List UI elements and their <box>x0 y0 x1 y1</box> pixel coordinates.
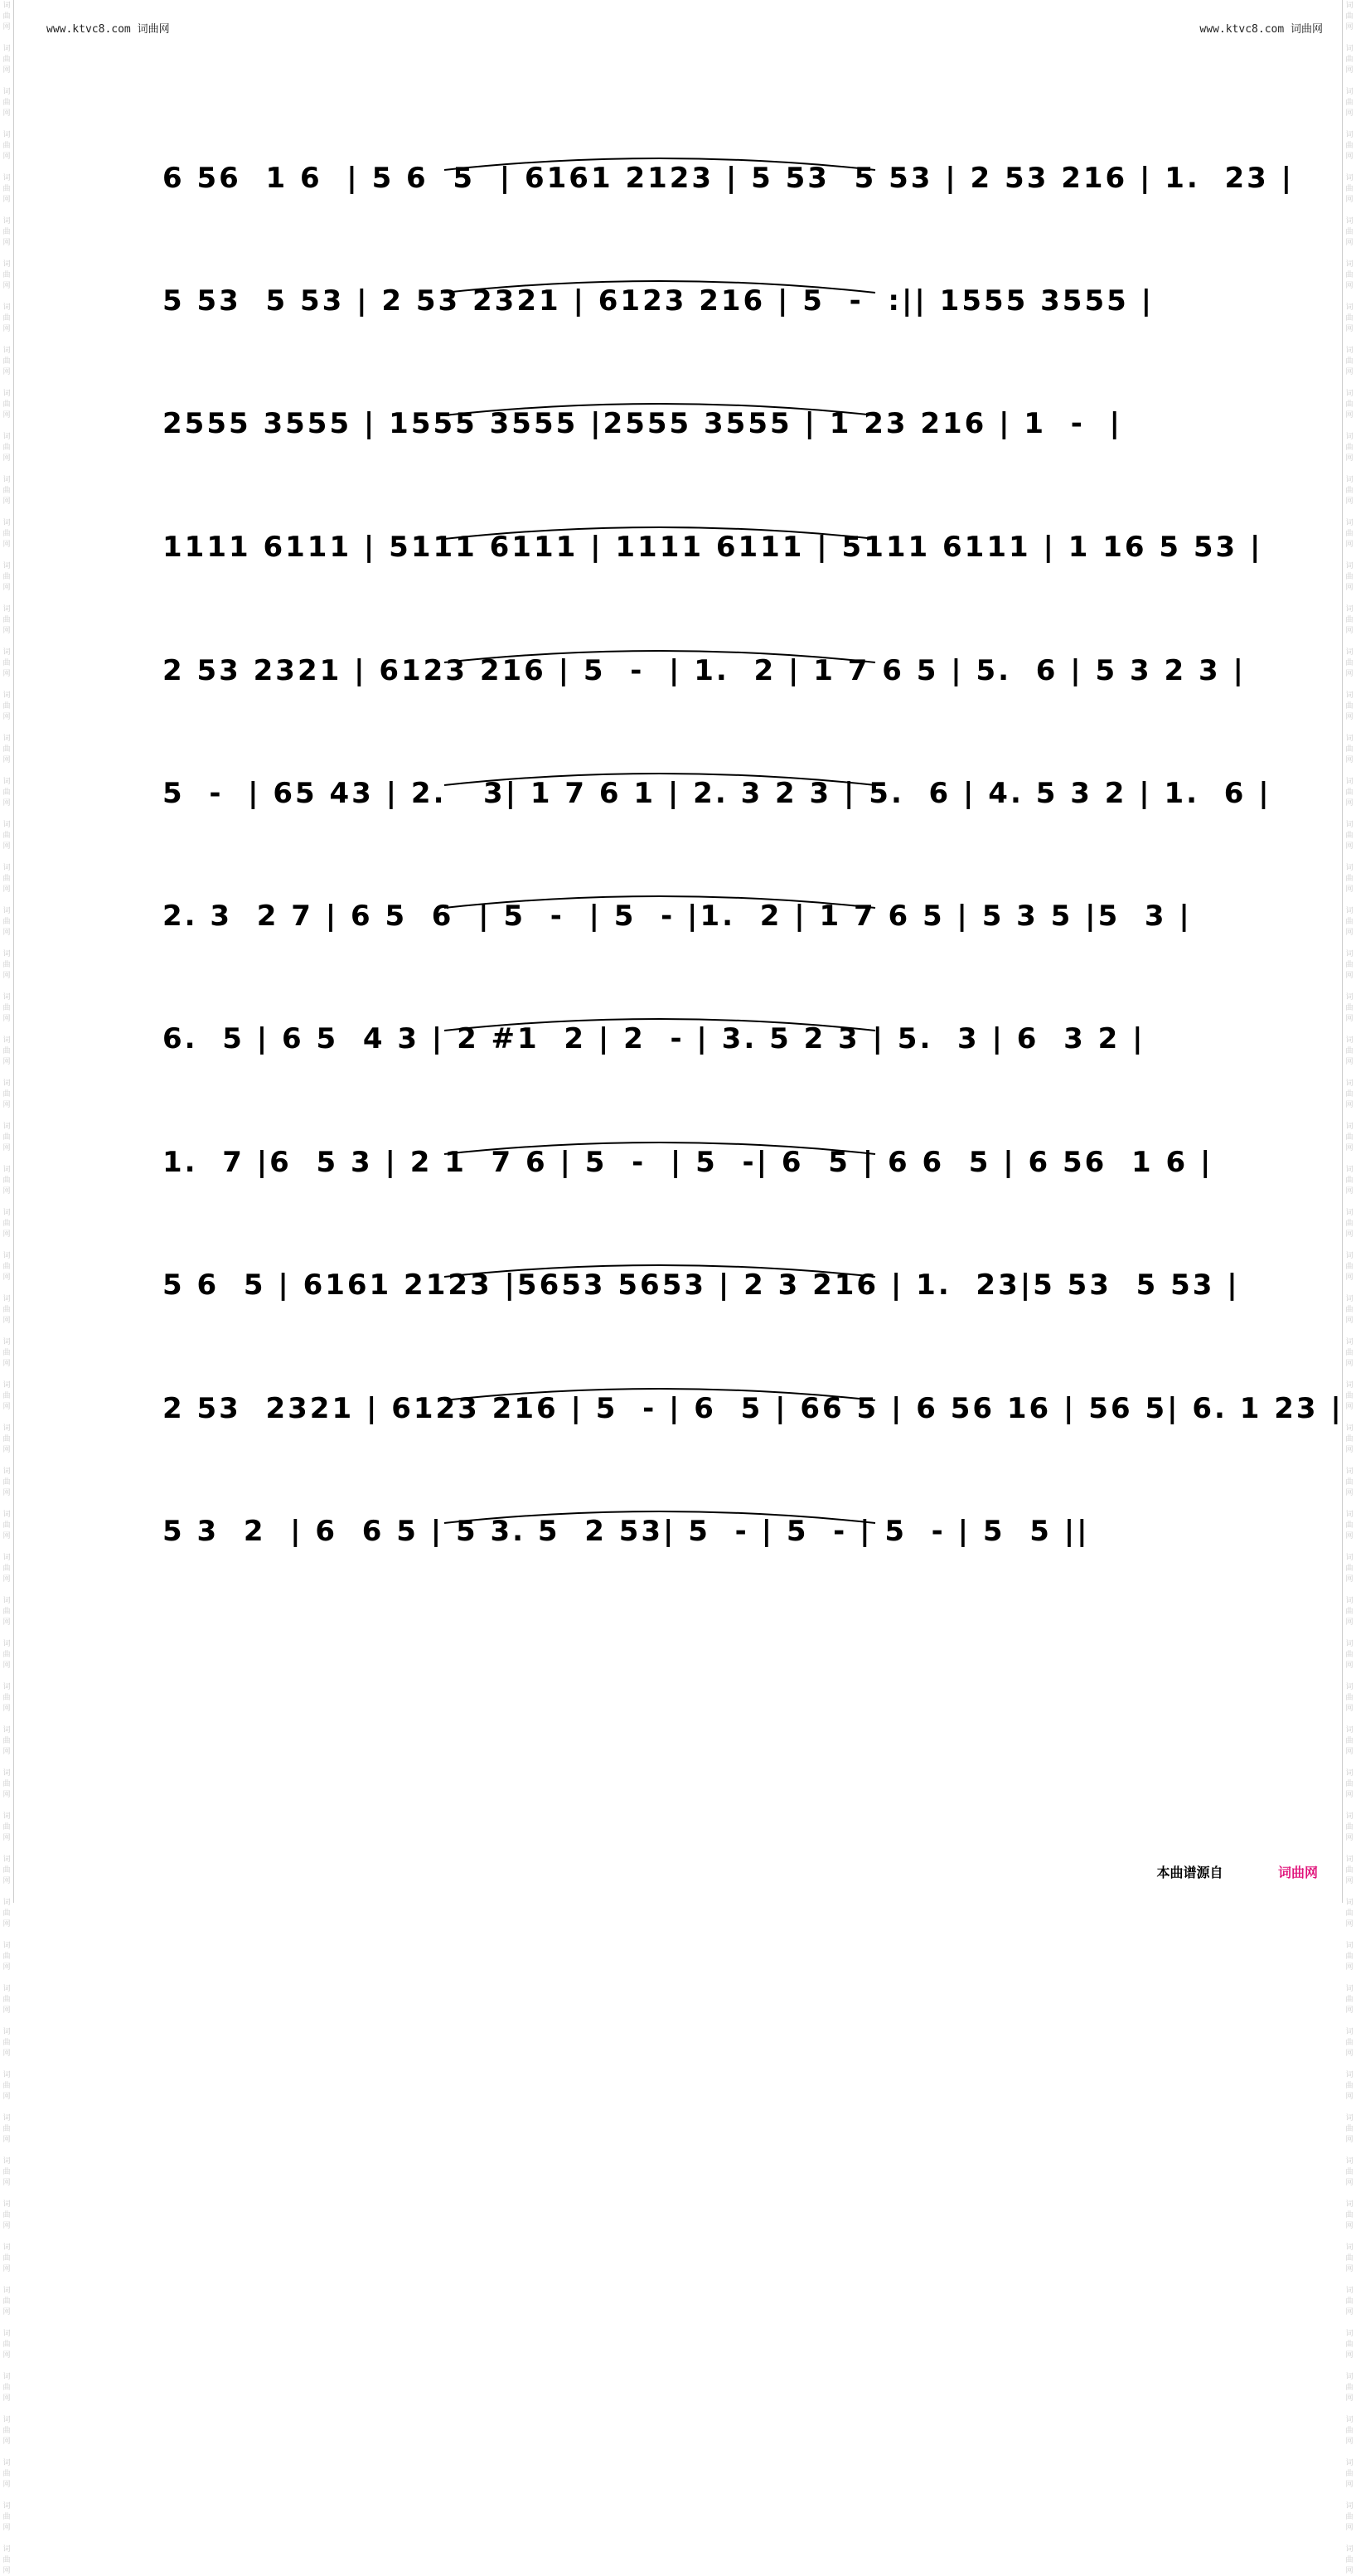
score-line-notes: 5 53 5 53 | 2 53 2321 | 6123 216 | 5 - :|| 1555 3555 | <box>162 284 1155 318</box>
footer <box>1157 1862 1318 1881</box>
score-line <box>162 531 1263 597</box>
score-line-marks <box>162 1022 1207 1089</box>
score-line-notes: 1111 6111 | 5111 6111 | 1111 6111 | 5111 6111 | 1 16 5 53 | <box>162 531 1263 564</box>
score-line <box>162 284 1207 351</box>
footer-site-name: 词曲网 <box>1277 1866 1318 1880</box>
score-line <box>162 162 1295 228</box>
slur-mark <box>444 158 875 170</box>
score-line <box>162 1269 1240 1335</box>
score-line-marks <box>162 162 1207 228</box>
score-line-notes: 1. 7 |6 5 3 | 2 1 7 6 | 5 - | 5 -| 6 5 | 6 6 5 | 6 56 1 6 | <box>162 1146 1213 1179</box>
slur-mark <box>444 1389 875 1400</box>
score-line-notes: 5 6 5 | 6161 2123 |5653 5653 | 2 3 216 | 1. 23|5 53 5 53 | <box>162 1269 1240 1302</box>
slur-mark <box>444 527 875 539</box>
right-margin-watermark: 词 曲 网 词 曲 网 词 曲 网 词 曲 网 词 曲 网 词 曲 网 词 曲 网 词 曲 网 词 曲 网 词 曲 网 词 曲 网 词 曲 网 词 曲 网 词 曲 网 词 曲 网 词 曲 网 词 曲 网 词 曲 网 词 曲 网 词 曲 网 词 曲 网 词 曲 网 词 曲 网 词 曲 网 词 曲 网 词 曲 网 词 曲 网 词 曲 网 词 曲 网 词 曲 网 词 曲 网 词 曲 网 词 曲 网 词 曲 网 词 曲 网 词 曲 网 词 曲 网 词 曲 网 词 曲 网 词 曲 网 词 曲 网 词 曲 网 词 曲 网 词 曲 网 词 曲 网 词 曲 网 词 曲 网 词 曲 网 词 曲 网 词 曲 网 词 曲 网 词 曲 网 词 曲 网 词 曲 网 词 曲 网 词 曲 网 词 曲 网 词 曲 网 词 曲 网 词 曲 网 <box>1342 0 1356 1903</box>
score-line-notes: 2 53 2321 | 6123 216 | 5 - | 6 5 | 66 5 | 6 56 16 | 56 5| 6. 1 23 | <box>162 1392 1344 1425</box>
score-line-marks <box>162 1515 1207 1581</box>
score-line-notes: 2555 3555 | 1555 3555 |2555 3555 | 1 23 216 | 1 - | <box>162 407 1122 440</box>
score-line-marks <box>162 1146 1207 1212</box>
score-line-notes: 2 53 2321 | 6123 216 | 5 - | 1. 2 | 1 7 6 5 | 5. 6 | 5 3 2 3 | <box>162 654 1246 687</box>
score-line-marks <box>162 900 1207 966</box>
header-right-watermark: www.ktvc8.com 词曲网 <box>1199 23 1323 36</box>
score-line-notes: 5 - | 65 43 | 2. 3| 1 7 6 1 | 2. 3 2 3 | 5. 6 | 4. 5 3 2 | 1. 6 | <box>162 777 1271 810</box>
score-line <box>162 1146 1213 1212</box>
score-line <box>162 1515 1207 1581</box>
score-line <box>162 1022 1207 1089</box>
slur-mark <box>444 404 875 415</box>
slur-mark <box>444 1019 875 1031</box>
header-left-watermark: www.ktvc8.com 词曲网 <box>46 23 170 36</box>
slur-mark <box>444 651 875 662</box>
slur-mark <box>444 1265 875 1277</box>
score-line <box>162 1392 1344 1458</box>
score-line <box>162 777 1271 843</box>
score-line-notes: 2. 3 2 7 | 6 5 6 | 5 - | 5 - |1. 2 | 1 7 6 5 | 5 3 5 |5 3 | <box>162 900 1192 933</box>
score-line-marks <box>162 407 1207 473</box>
score-line-marks <box>162 531 1207 597</box>
score-line <box>162 654 1246 720</box>
slur-mark <box>444 1511 875 1523</box>
score-line-marks <box>162 1392 1207 1458</box>
score-line-notes: 5 3 2 | 6 6 5 | 5 3. 5 2 53| 5 - | 5 - | 5 - | 5 5 || <box>162 1515 1090 1548</box>
score-line-marks <box>162 284 1207 351</box>
footer-source-label: 本曲谱源自 <box>1156 1866 1223 1880</box>
score-line-notes: 6 56 1 6 | 5 6 5 | 6161 2123 | 5 53 5 53 | 2 53 216 | 1. 23 | <box>162 162 1295 195</box>
slur-mark <box>444 774 875 785</box>
score-line-marks <box>162 777 1207 843</box>
slur-mark <box>444 896 875 908</box>
score-line-marks <box>162 1269 1207 1335</box>
score-line <box>162 900 1207 966</box>
score-line <box>162 407 1207 473</box>
slur-mark <box>444 281 875 293</box>
slur-mark <box>444 1142 875 1154</box>
score-line-notes: 6. 5 | 6 5 4 3 | 2 #1 2 | 2 - | 3. 5 2 3 | 5. 3 | 6 3 2 | <box>162 1022 1145 1055</box>
score-line-marks <box>162 654 1207 720</box>
left-margin-watermark: 词 曲 网 词 曲 网 词 曲 网 词 曲 网 词 曲 网 词 曲 网 词 曲 网 词 曲 网 词 曲 网 词 曲 网 词 曲 网 词 曲 网 词 曲 网 词 曲 网 词 曲 网 词 曲 网 词 曲 网 词 曲 网 词 曲 网 词 曲 网 词 曲 网 词 曲 网 词 曲 网 词 曲 网 词 曲 网 词 曲 网 词 曲 网 词 曲 网 词 曲 网 词 曲 网 词 曲 网 词 曲 网 词 曲 网 词 曲 网 词 曲 网 词 曲 网 词 曲 网 词 曲 网 词 曲 网 词 曲 网 词 曲 网 词 曲 网 词 曲 网 词 曲 网 词 曲 网 词 曲 网 词 曲 网 词 曲 网 词 曲 网 词 曲 网 词 曲 网 词 曲 网 词 曲 网 词 曲 网 词 曲 网 词 曲 网 词 曲 网 词 曲 网 词 曲 网 词 曲 网 <box>0 0 14 1903</box>
